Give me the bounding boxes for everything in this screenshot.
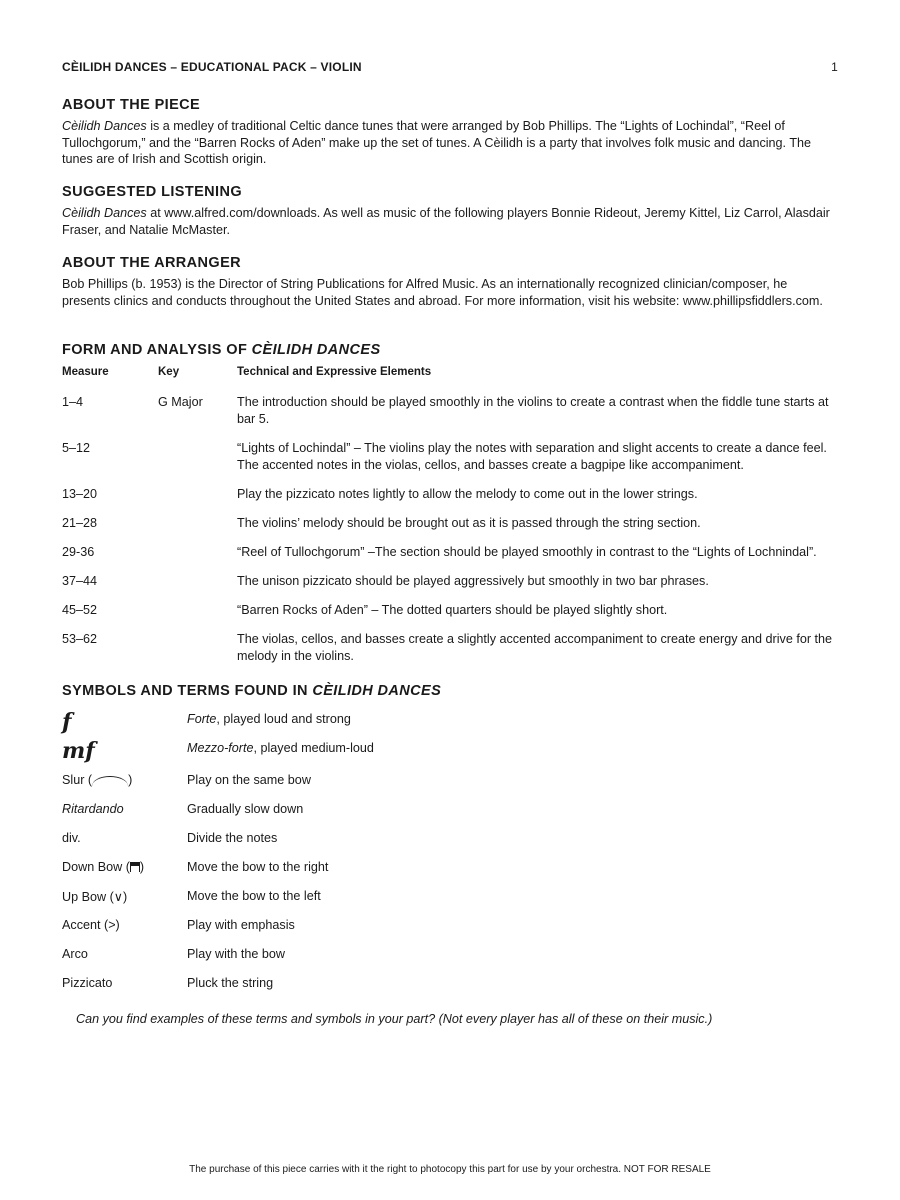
mezzo-forte-symbol: mf <box>62 738 95 764</box>
row-measure: 29-36 <box>62 545 95 559</box>
listening-heading: SUGGESTED LISTENING <box>62 184 243 200</box>
column-elements: Technical and Expressive Elements <box>237 366 432 378</box>
symbols-heading-prefix: SYMBOLS AND TERMS FOUND IN <box>62 683 313 699</box>
listening-body: at www.alfred.com/downloads. As well as music of the following players Bonnie Rideout, Jeremy Kittel, Liz Carrol, Alasdair Fraser, and Natalie McMaster. <box>62 206 830 237</box>
symbol-term: Accent (>) <box>62 918 120 932</box>
term-text: Down Bow ( <box>62 860 130 874</box>
page-number: 1 <box>831 60 838 74</box>
symbol-term: Up Bow (∨) <box>62 890 128 904</box>
row-text: The violas, cellos, and basses create a slightly accented accompaniment to create energy and drive for the melody in the violins. <box>237 632 833 663</box>
symbol-term: Pizzicato <box>62 976 113 990</box>
symbol-term: Arco <box>62 947 88 961</box>
arranger-section <box>62 255 838 309</box>
form-heading-prefix: FORM AND ANALYSIS OF <box>62 342 252 358</box>
about-piece-title: Cèilidh Dances <box>62 119 147 133</box>
symbols-heading-title: CÈILIDH DANCES <box>312 683 442 699</box>
row-key: G Major <box>158 395 203 409</box>
symbol-term <box>62 860 144 874</box>
listening-section <box>62 184 838 238</box>
row-text: Play the pizzicato notes lightly to allow the melody to come out in the lower strings. <box>237 487 698 501</box>
symbol-desc: Divide the notes <box>187 831 278 845</box>
question-text: Can you find examples of these terms and symbols in your part? (Not every player has all of these on their music.) <box>76 1012 713 1026</box>
slur-icon <box>92 776 128 786</box>
symbol-term: Ritardando <box>62 802 124 816</box>
symbol-desc-italic: Mezzo-forte <box>187 741 254 755</box>
form-section <box>62 342 838 363</box>
row-text: “Lights of Lochindal” – The violins play the notes with separation and slight accents to create a dance feel. The accented notes in the violas, cellos, and basses create a bagpipe like accompaniment. <box>237 441 827 472</box>
row-measure: 13–20 <box>62 487 98 501</box>
symbols-section <box>62 683 838 704</box>
page-footer: The purchase of this piece carries with it the right to photocopy this part for use by your orchestra. NOT FOR RESALE <box>189 1164 711 1175</box>
column-key: Key <box>158 366 180 378</box>
about-piece-heading: ABOUT THE PIECE <box>62 97 201 113</box>
arranger-heading: ABOUT THE ARRANGER <box>62 255 242 271</box>
symbol-desc-italic: Forte <box>187 712 217 726</box>
header-title: CÈILIDH DANCES – EDUCATIONAL PACK – VIOLIN <box>62 60 362 74</box>
listening-text <box>62 205 838 238</box>
down-bow-icon <box>130 862 140 872</box>
symbol-desc: Move the bow to the left <box>187 889 321 903</box>
term-text-after: ) <box>139 860 145 874</box>
symbol-desc: Play with the bow <box>187 947 286 961</box>
forte-symbol: f <box>62 709 72 735</box>
row-text: The introduction should be played smoothly in the violins to create a contrast when the fiddle tune starts at bar 5. <box>237 395 829 426</box>
symbol-term <box>62 773 132 787</box>
page-header <box>62 60 838 74</box>
term-text: Slur ( <box>62 773 93 787</box>
row-text: The violins’ melody should be brought out as it is passed through the string section. <box>237 516 701 530</box>
symbol-desc <box>187 712 351 726</box>
row-text: The unison pizzicato should be played aggressively but smoothly in two bar phrases. <box>237 574 709 588</box>
symbol-desc: Gradually slow down <box>187 802 304 816</box>
symbol-desc-text: , played loud and strong <box>216 712 351 726</box>
symbol-desc <box>187 741 374 755</box>
form-heading <box>62 342 838 358</box>
about-piece-section <box>62 97 838 168</box>
listening-title: Cèilidh Dances <box>62 206 147 220</box>
row-measure: 21–28 <box>62 516 98 530</box>
row-measure: 5–12 <box>62 441 91 455</box>
row-measure: 45–52 <box>62 603 98 617</box>
row-text: “Reel of Tullochgorum” –The section should be played smoothly in contrast to the “Lights of Lochnindal”. <box>237 545 817 559</box>
row-measure: 37–44 <box>62 574 98 588</box>
symbol-desc-text: , played medium-loud <box>253 741 374 755</box>
row-text: “Barren Rocks of Aden” – The dotted quarters should be played slightly short. <box>237 603 668 617</box>
symbol-term: div. <box>62 831 81 845</box>
symbol-desc: Pluck the string <box>187 976 274 990</box>
about-piece-body: is a medley of traditional Celtic dance tunes that were arranged by Bob Phillips. The “Lights of Lochindal”, “Reel of Tullochgorum,” and the “Barren Rocks of Aden” make up the set of tunes. A Cèilidh is a party that involves folk music and dancing. The tunes are of Irish and Scottish origin. <box>62 119 812 166</box>
column-measure: Measure <box>62 366 109 378</box>
symbol-desc: Move the bow to the right <box>187 860 329 874</box>
symbols-heading <box>62 683 838 699</box>
form-heading-title: CÈILIDH DANCES <box>251 342 381 358</box>
arranger-text: Bob Phillips (b. 1953) is the Director of String Publications for Alfred Music. As an internationally recognized clinician/composer, he presents clinics and conducts throughout the United States and abroad. For more information, visit his website: www.phillipsfiddlers.com. <box>62 277 823 308</box>
about-piece-text <box>62 118 838 168</box>
symbol-desc: Play on the same bow <box>187 773 311 787</box>
term-text-after: ) <box>128 773 133 787</box>
row-measure: 53–62 <box>62 632 98 646</box>
symbol-desc: Play with emphasis <box>187 918 295 932</box>
row-measure: 1–4 <box>62 395 84 409</box>
